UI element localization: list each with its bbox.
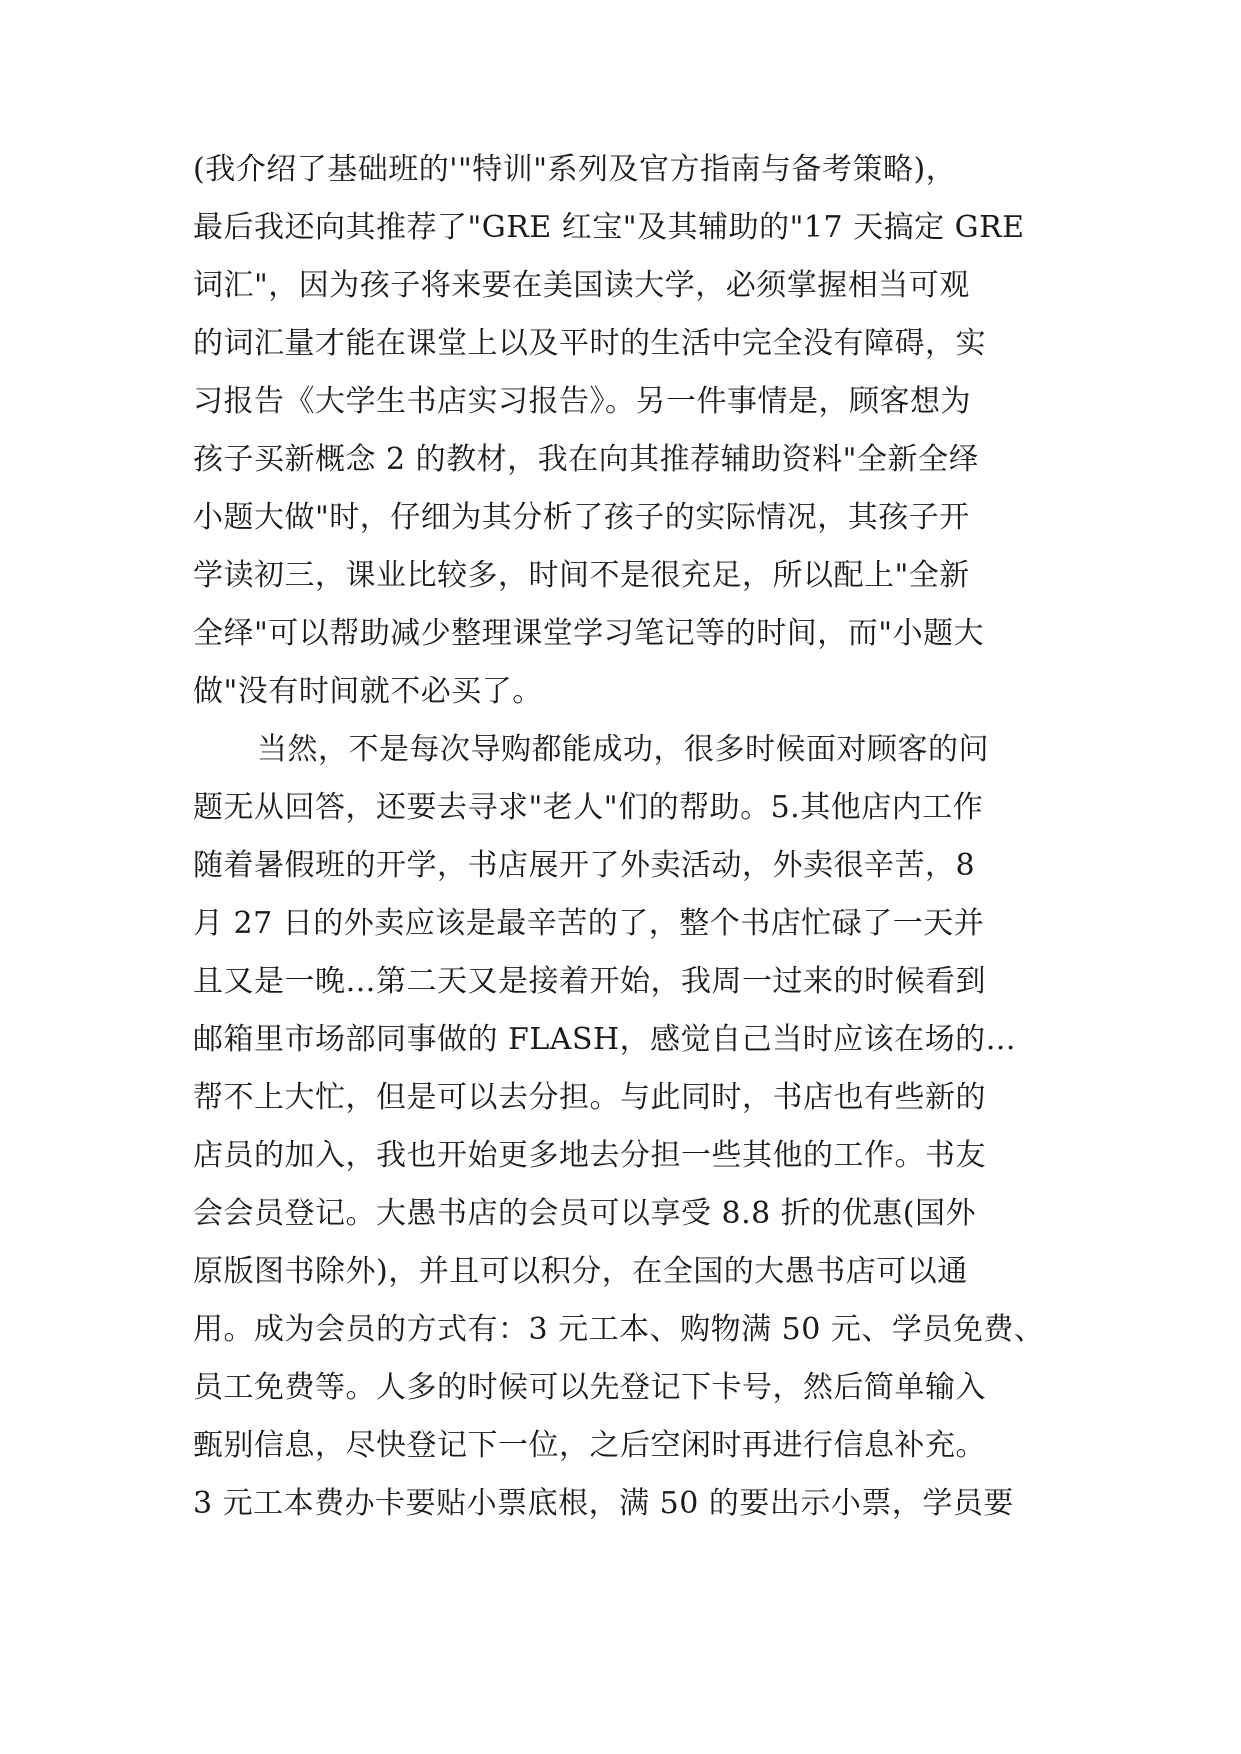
text-line: 做"没有时间就不必买了。 (193, 674, 543, 709)
text-line: 会会员登记。大愚书店的会员可以享受 8.8 折的优惠(国外 (193, 1196, 976, 1231)
text-line: 员工免费等。人多的时候可以先登记下卡号，然后简单输入 (193, 1370, 986, 1405)
text-line: 题无从回答，还要去寻求"老人"们的帮助。5.其他店内工作 (193, 790, 984, 825)
text-line: 且又是一晚…第二天又是接着开始，我周一过来的时候看到 (193, 964, 986, 999)
text-line: 用。成为会员的方式有：3 元工本、购物满 50 元、学员免费、 (193, 1312, 1045, 1347)
text-line: 习报告《大学生书店实习报告》。另一件事情是，顾客想为 (193, 384, 971, 419)
text-line: 最后我还向其推荐了"GRE 红宝"及其辅助的"17 天搞定 GRE (193, 210, 1025, 245)
text-line: 孩子买新概念 2 的教材，我在向其推荐辅助资料"全新全绎 (193, 442, 979, 477)
text-line: 店员的加入，我也开始更多地去分担一些其他的工作。书友 (193, 1138, 986, 1173)
text-line: 邮箱里市场部同事做的 FLASH，感觉自己当时应该在场的… (193, 1022, 1017, 1057)
text-line: 帮不上大忙，但是可以去分担。与此同时，书店也有些新的 (193, 1080, 986, 1115)
text-line: 原版图书除外)，并且可以积分，在全国的大愚书店可以通 (193, 1254, 968, 1289)
text-line: 学读初三，课业比较多，时间不是很充足，所以配上"全新 (193, 558, 970, 593)
text-line: 月 27 日的外卖应该是最辛苦的了，整个书店忙碌了一天并 (193, 906, 985, 941)
text-line: 全绎"可以帮助减少整理课堂学习笔记等的时间，而"小题大 (193, 616, 985, 651)
text-line: 小题大做"时，仔细为其分析了孩子的实际情况，其孩子开 (193, 500, 970, 535)
text-line: 词汇"，因为孩子将来要在美国读大学，必须掌握相当可观 (193, 268, 970, 303)
text-line: (我介绍了基础班的'"特训"系列及官方指南与备考策略)， (193, 152, 957, 187)
text-line: 随着暑假班的开学，书店展开了外卖活动，外卖很辛苦，8 (193, 848, 976, 883)
text-line: 的词汇量才能在课堂上以及平时的生活中完全没有障碍，实 (193, 326, 986, 361)
text-line: 3 元工本费办卡要贴小票底根，满 50 的要出示小票，学员要 (193, 1486, 1014, 1521)
text-line: 甄别信息，尽快登记下一位，之后空闲时再进行信息补充。 (193, 1428, 986, 1463)
paragraph-first-line: 当然，不是每次导购都能成功，很多时候面对顾客的问 (257, 732, 989, 767)
